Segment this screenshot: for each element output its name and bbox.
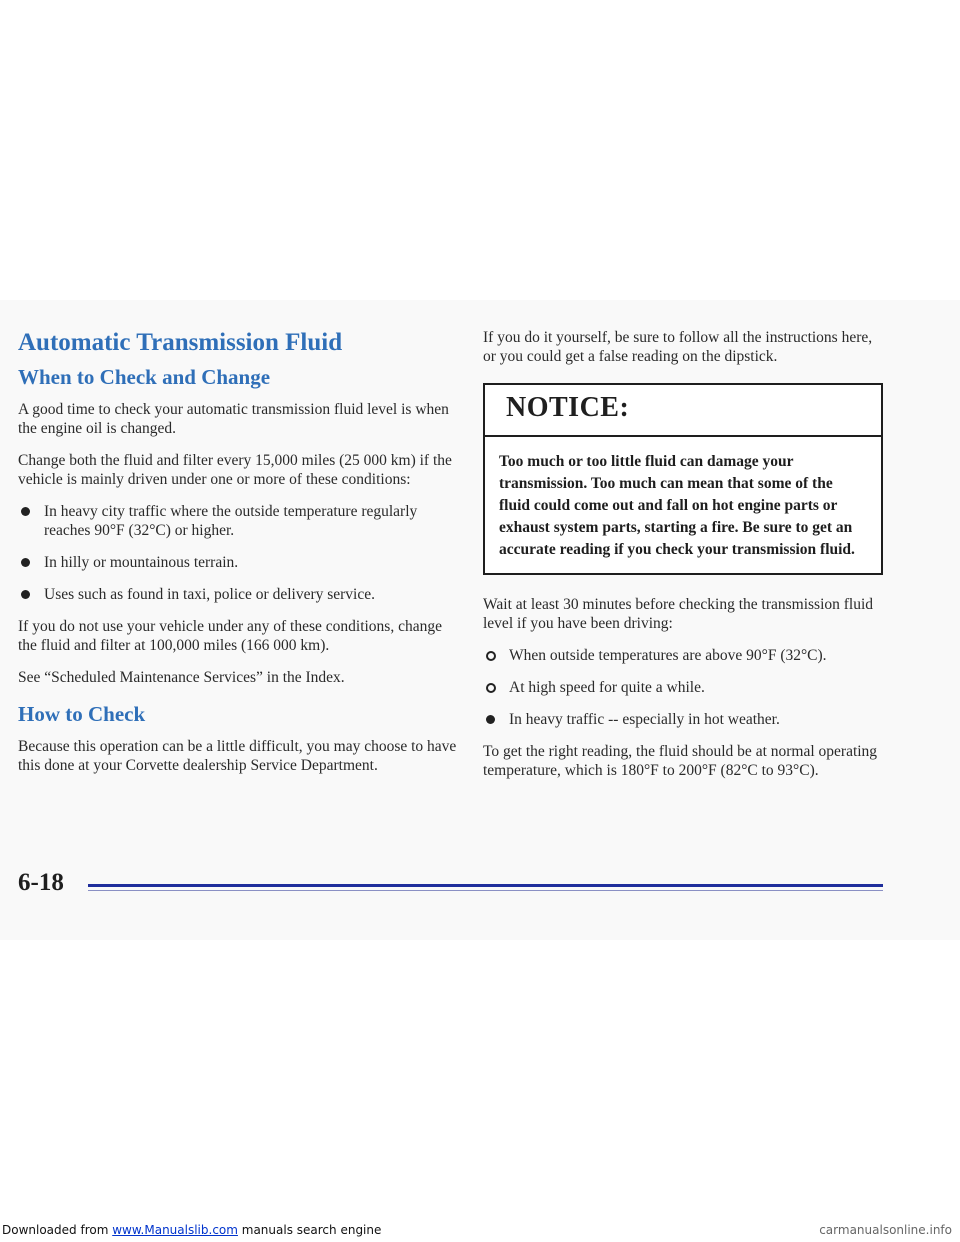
bullet-icon [486, 715, 495, 724]
list-item-text: Uses such as found in taxi, police or delivery service. [44, 586, 376, 603]
list-item [18, 502, 458, 540]
bullet-icon [486, 651, 496, 661]
list-item-text: When outside temperatures are above 90°F (32°C). [509, 647, 827, 664]
bullet-icon [486, 683, 496, 693]
paragraph: Change both the fluid and filter every 15,000 miles (25 000 km) if the vehicle is mainly driven under one or more of these conditions: [18, 452, 452, 488]
paragraph: If you do it yourself, be sure to follow all the instructions here, or you could get a false reading on the dipstick. [483, 329, 873, 365]
footer-rule [88, 884, 883, 887]
subheading-how-to-check: How to Check [18, 702, 146, 726]
paragraph: Wait at least 30 minutes before checking the transmission fluid level if you have been driving: [483, 596, 874, 632]
left-column [18, 328, 458, 775]
manualslib-link[interactable]: www.Manualslib.com [112, 1223, 238, 1237]
download-banner [2, 1223, 381, 1237]
notice-header [485, 385, 881, 437]
section-title: Automatic Transmission Fluid [18, 329, 343, 356]
paragraph: Because this operation can be a little difficult, you may choose to have this done at your Corvette dealership Service Department. [18, 738, 457, 774]
list-item [483, 710, 883, 729]
list-item-text: At high speed for quite a while. [509, 679, 705, 696]
list-item-text: In heavy traffic -- especially in hot weather. [509, 711, 780, 728]
list-item-text: In hilly or mountainous terrain. [44, 554, 239, 571]
banner-suffix: manuals search engine [237, 1223, 382, 1237]
notice-title: NOTICE: [506, 392, 630, 423]
bullet-icon [21, 590, 30, 599]
list-item [18, 585, 458, 604]
bullet-icon [21, 507, 30, 516]
notice-text: Too much or too little fluid can damage your transmission. Too much can mean that some of the fluid could come out and fall on hot engine parts or exhaust system parts, starting a fire. Be sure to get an accurate reading if you check your transmission fluid. [499, 453, 855, 558]
footer-rule-thin [88, 890, 883, 891]
subheading-when-to-check: When to Check and Change [18, 365, 271, 389]
watermark: carmanualsonline.info [819, 1223, 952, 1237]
list-item-text: In heavy city traffic where the outside temperature regularly reaches 90°F (32°C) or higher. [44, 503, 418, 539]
notice-box [483, 383, 883, 575]
right-column [483, 328, 883, 780]
banner-prefix: Downloaded from [2, 1223, 113, 1237]
list-item [18, 553, 458, 572]
bullet-icon [21, 558, 30, 567]
paragraph: If you do not use your vehicle under any of these conditions, change the fluid and filter at 100,000 miles (166 000 km). [18, 618, 442, 654]
list-item [483, 646, 883, 665]
paragraph: A good time to check your automatic transmission fluid level is when the engine oil is changed. [18, 401, 449, 437]
page-number: 6-18 [18, 869, 64, 896]
list-item [483, 678, 883, 697]
paragraph: To get the right reading, the fluid should be at normal operating temperature, which is 180°F to 200°F (82°C to 93°C). [483, 743, 878, 779]
paragraph: See “Scheduled Maintenance Services” in the Index. [18, 669, 345, 686]
